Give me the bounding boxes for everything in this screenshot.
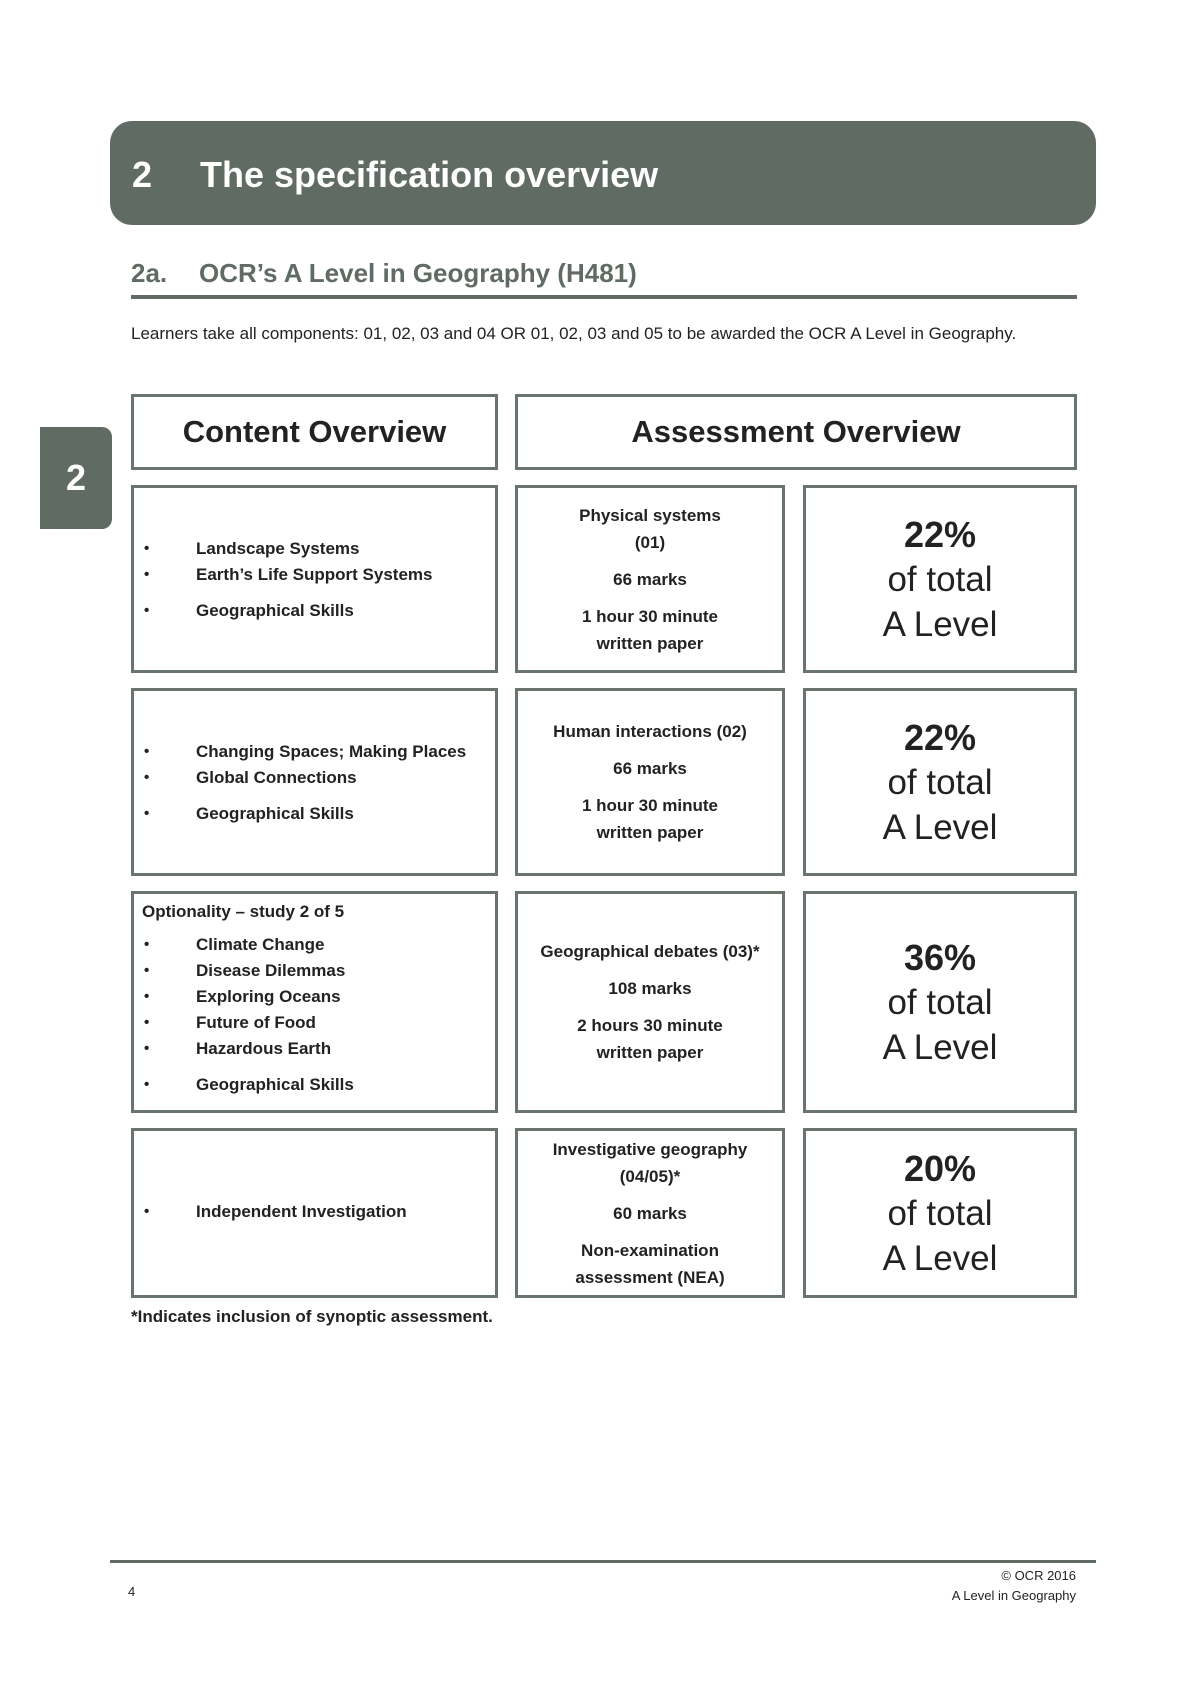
weighting-percentage: 22% — [903, 716, 977, 758]
list-item: • Disease Dilemmas — [134, 958, 495, 984]
list-item: • Geographical Skills — [134, 1072, 495, 1098]
duration-text: Non-examination — [581, 1240, 719, 1260]
content-list — [134, 1199, 495, 1225]
list-item: • Independent Investigation — [134, 1199, 495, 1225]
component-marks: 66 marks — [613, 569, 687, 589]
list-item: • Earth’s Life Support Systems — [134, 562, 495, 588]
component-marks: 66 marks — [613, 759, 687, 778]
chapter-side-tab: 2 — [40, 427, 112, 529]
list-item: • Hazardous Earth — [134, 1036, 495, 1062]
weighting-qualification: A Level — [882, 1027, 998, 1067]
component-code: (01) — [634, 532, 666, 552]
optionality-note: Optionality – study 2 of 5 — [142, 902, 345, 921]
component-code: (04/05)* — [619, 1166, 681, 1186]
list-item: • Future of Food — [134, 1010, 495, 1036]
document-title: A Level in Geography — [951, 1588, 1076, 1603]
weighting-percentage: 22% — [903, 513, 977, 555]
section-divider — [131, 295, 1077, 299]
chapter-header — [110, 121, 1096, 225]
weighting-label: of total — [887, 982, 993, 1022]
assessment-overview-heading — [515, 394, 1077, 470]
component-name — [579, 502, 721, 556]
list-item: • Global Connections — [134, 765, 495, 791]
component-title: Physical systems — [579, 505, 721, 525]
component-duration — [577, 1012, 722, 1066]
duration-text: 1 hour 30 minute — [581, 606, 719, 626]
content-cell-row-4 — [131, 1128, 498, 1298]
weighting-percentage: 20% — [903, 1147, 977, 1189]
content-cell-row-2 — [131, 688, 498, 876]
page-number: 4 — [128, 1584, 136, 1599]
footnote: *Indicates inclusion of synoptic assessment. — [131, 1307, 493, 1326]
assessment-cell-row-1 — [515, 485, 785, 673]
list-item: • Geographical Skills — [134, 801, 495, 827]
component-title: Human interactions (02) — [553, 722, 747, 741]
section-title: OCR’s A Level in Geography (H481) — [199, 258, 637, 288]
list-item: • Geographical Skills — [134, 598, 495, 624]
chapter-number: 2 — [132, 154, 153, 195]
format-text: written paper — [596, 633, 704, 653]
list-item: • Changing Spaces; Making Places — [134, 739, 495, 765]
list-item: • Exploring Oceans — [134, 984, 495, 1010]
component-name — [553, 1136, 748, 1190]
format-text: written paper — [596, 1043, 704, 1062]
assessment-cell-row-2 — [515, 688, 785, 876]
content-list — [134, 932, 495, 1098]
component-title: Investigative geography — [552, 1139, 748, 1159]
component-duration — [582, 792, 718, 846]
content-list — [134, 739, 495, 827]
content-overview-heading — [131, 394, 498, 470]
weighting-label: of total — [887, 762, 993, 802]
weighting-percentage: 36% — [903, 936, 977, 978]
assessment-cell-row-3 — [515, 891, 785, 1113]
weighting-label: of total — [887, 559, 993, 599]
duration-text: 2 hours 30 minute — [577, 1016, 723, 1035]
intro-paragraph: Learners take all components: 01, 02, 03 and 04 OR 01, 02, 03 and 05 to be awarded the OCR A Level in Geography. — [131, 324, 1017, 343]
section-heading — [131, 258, 637, 289]
footer-info — [952, 1566, 1076, 1606]
assessment-cell-row-4 — [515, 1128, 785, 1298]
content-overview-heading-text: Content Overview — [182, 414, 447, 449]
weighting-cell-row-3 — [803, 891, 1077, 1113]
content-cell-row-1 — [131, 485, 498, 673]
component-duration — [582, 603, 718, 657]
content-cell-row-3 — [131, 891, 498, 1113]
weighting-cell-row-1 — [803, 485, 1077, 673]
list-item: • Landscape Systems — [134, 536, 495, 562]
weighting-qualification: A Level — [882, 1238, 998, 1278]
weighting-cell-row-2 — [803, 688, 1077, 876]
content-list — [134, 536, 495, 624]
component-marks: 60 marks — [613, 1203, 687, 1223]
footer-divider — [110, 1560, 1096, 1563]
weighting-qualification: A Level — [882, 604, 998, 644]
weighting-label: of total — [887, 1193, 993, 1233]
component-duration — [575, 1237, 724, 1291]
component-title: Geographical debates (03)* — [540, 942, 760, 961]
list-item: • Climate Change — [134, 932, 495, 958]
chapter-title: The specification overview — [200, 154, 659, 195]
component-marks: 108 marks — [608, 979, 692, 998]
weighting-qualification: A Level — [882, 807, 998, 847]
format-text: assessment (NEA) — [575, 1267, 725, 1287]
duration-text: 1 hour 30 minute — [581, 796, 719, 815]
copyright-text: © OCR 2016 — [1001, 1568, 1076, 1583]
assessment-overview-heading-text: Assessment Overview — [631, 414, 961, 449]
section-number: 2a. — [131, 258, 168, 288]
format-text: written paper — [596, 823, 704, 842]
weighting-cell-row-4 — [803, 1128, 1077, 1298]
